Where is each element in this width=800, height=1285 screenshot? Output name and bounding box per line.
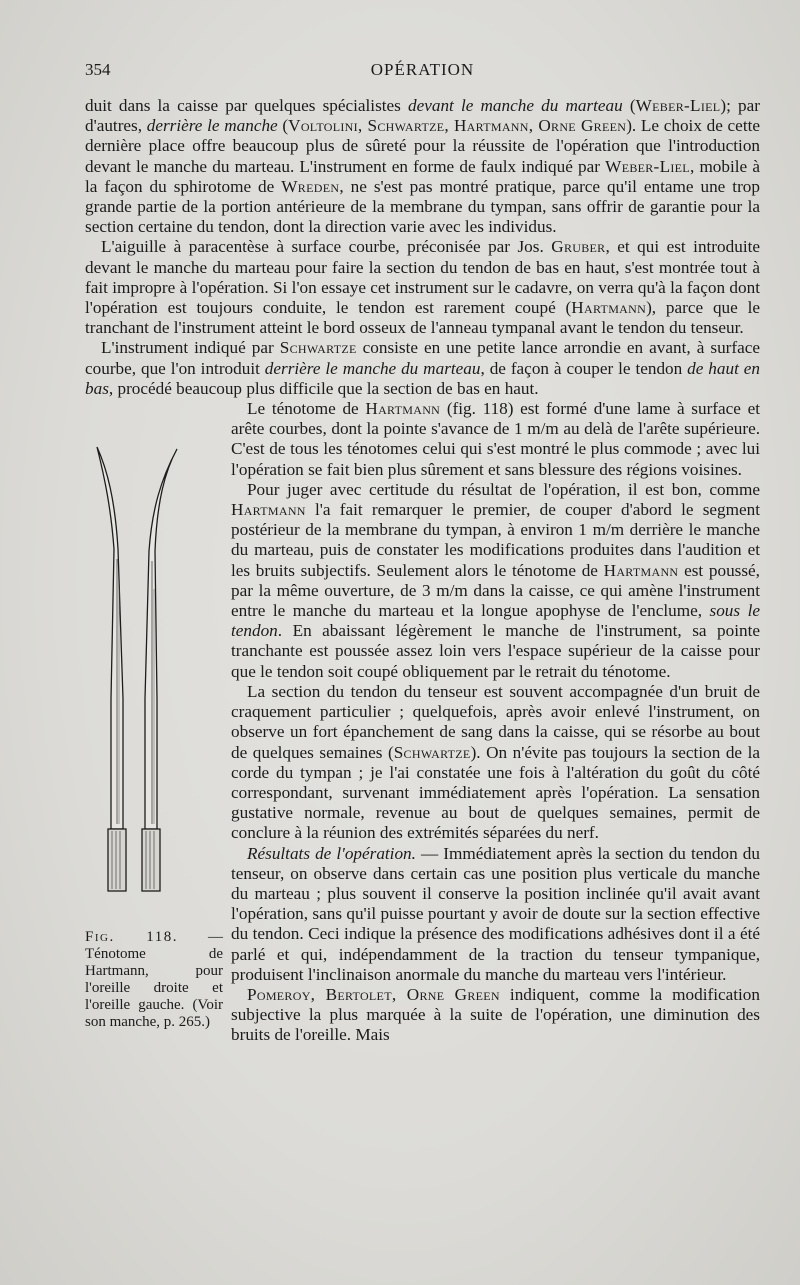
paragraph-7: Résultats de l'opération. — Immédiatement après la section du tendon du tenseur, on observe dans certain cas une position plus verticale du manche du marteau ; plus souvent il conserve la position inclinée qu'il avait avant l'opération, sans qu'il puisse pourtant y avoir de doute sur la section effective du tendon. Ceci indique la présence des modifications adhésives dont il a été parlé et qui, indépendamment de la traction du tenseur tympanique, produisent l'inclinaison anormale du manche du marteau vers l'intérieur. bbox=[231, 843, 760, 984]
paragraph-6: La section du tendon du tenseur est souvent accompagnée d'un bruit de craquement particulier ; quelquefois, après avoir enlevé l'instrument, on observe un fort épanchement de sang dans la caisse, qui se résorbe au bout de quelques semaines (Schwartze). On n'évite pas toujours la section de la corde du tympan ; je l'ai constatée une fois à l'altération du goût du côté correspondant, survenant immédiatement après l'opération. La sensation gustative normale, revenue au bout de quelques semaines, permit de conclure à la réunion des extrémités séparées du nerf. bbox=[231, 681, 760, 843]
page-number: 354 bbox=[85, 60, 111, 79]
paragraph-1: duit dans la caisse par quelques spécialistes devant le manche du marteau (Weber-Liel); par d'autres, derrière le manche (Voltolini, Schwartze, Hartmann, Orne Green). Le choix de cette dernière place offre beaucoup plus de sûreté pour la réussite de l'opération que l'introduction devant le manche du marteau. L'instrument en forme de faulx indiqué par Weber-Liel, mobile à la façon du sphirotome de Wreden, ne s'est pas montré pratique, parce qu'il entame une trop grande partie de la portion antérieure de la membrane du tympan, sans offrir de garantie pour la section certaine du tendon, dont la direction varie avec les individus. bbox=[85, 96, 760, 237]
running-title: OPÉRATION bbox=[370, 60, 475, 79]
body-text bbox=[85, 96, 760, 1105]
figure-118 bbox=[85, 399, 231, 1105]
page-header bbox=[85, 60, 760, 86]
paragraph-5: Pour juger avec certitude du résultat de l'opération, il est bon, comme Hartmann l'a fait remarquer le premier, de couper d'abord le segment postérieur de la membrane du tympan, à environ 1 m/m derrière le manche du marteau, puis de constater les modifications produites dans l'audition et les bruits subjectifs. Seulement alors le ténotome de Hartmann est poussé, par la même ouverture, de 3 m/m dans la caisse, ce qui amène l'instrument entre le manche du marteau et la longue apophyse de l'enclume, sous le tendon. En abaissant légèrement le manche de l'instrument, sa pointe tranchante est poussée assez loin vers l'espace supérieur de la caisse pour que le tendon soit coupé obliquement par le retrait du ténotome. bbox=[231, 479, 760, 681]
paragraph-2: L'aiguille à paracentèse à surface courbe, préconisée par Jos. Gruber, et qui est introduite devant le manche du marteau pour faire la section du tendon de bas en haut, s'est montrée tout à fait impropre à l'opération. Si l'on essaye cet instrument sur le cadavre, on verra qu'à la façon dont l'opération est toujours conduite, le tendon est rarement coupé (Hartmann), parce que le tranchant de l'instrument atteint le bord osseux de l'anneau tympanal avant le tendon du tenseur. bbox=[85, 237, 761, 338]
tenotome-left-ear bbox=[142, 449, 177, 891]
figure-caption: Fig. 118. — Ténotome de Hartmann, pour l'oreille droite et l'oreille gauche. (Voir son manche, p. 265.) bbox=[85, 929, 223, 1031]
tenotome-right-ear bbox=[97, 447, 126, 891]
tenotome-illustration bbox=[85, 439, 195, 919]
paragraph-8: Pomeroy, Bertolet, Orne Green indiquent, comme la modification subjective la plus marquée à la suite de l'opération, une diminution des bruits de l'oreille. Mais bbox=[231, 984, 760, 1045]
paragraph-3-intro: L'instrument indiqué par Schwartze consiste en une petite lance arrondie en avant, à surface courbe, que l'on introduit derrière le manche du marteau, de façon à couper le tendon de haut en bas, procédé beaucoup plus difficile que la section de bas en haut. bbox=[85, 338, 760, 398]
paragraph-4: Le ténotome de Hartmann (fig. 118) est formé d'une lame à surface et arête courbes, dont la pointe s'avance de 1 m/m au delà de l'arête supérieure. C'est de tous les ténotomes celui qui s'est montré le plus commode ; avec lui l'opération se fait bien plus sûrement et sans blessure des régions voisines. bbox=[231, 399, 760, 479]
